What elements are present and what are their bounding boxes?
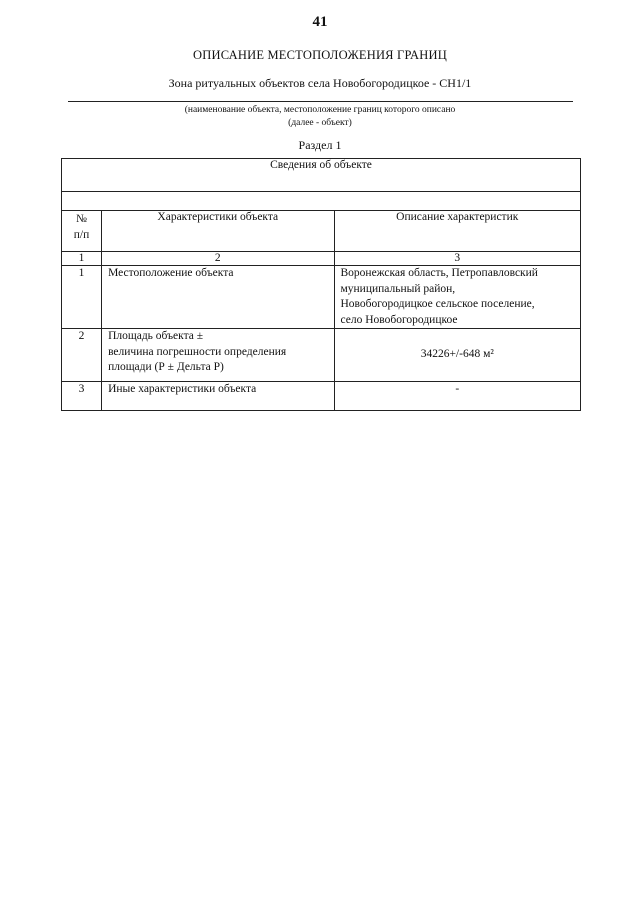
row-characteristic-line: площади (Р ± Дельта Р) (108, 361, 224, 373)
caption-line-2: (далее - объект) (288, 118, 352, 128)
table-blank-row (62, 192, 581, 211)
row-characteristic-line: величина погрешности определения (108, 345, 287, 358)
col-header-num-line2: п/п (73, 229, 90, 241)
section-label: Раздел 1 (298, 138, 342, 152)
col-number-1: 1 (62, 252, 102, 266)
blank-cell (62, 192, 581, 211)
row-value-line: село Новобогородицкое (340, 313, 458, 326)
document-title: ОПИСАНИЕ МЕСТОПОЛОЖЕНИЯ ГРАНИЦ (193, 48, 447, 62)
row-value (334, 266, 581, 329)
column-header-row (62, 211, 581, 252)
col-header-characteristic: Характеристики объекта (102, 211, 334, 252)
row-characteristic (102, 329, 334, 382)
row-value-line: муниципальный район, (340, 282, 456, 295)
row-value: 34226+/-648 м² (334, 329, 581, 382)
object-name-caption (0, 104, 640, 130)
object-name-underline (68, 101, 573, 102)
page-number: 41 (312, 14, 328, 30)
col-number-2: 2 (102, 252, 334, 266)
row-characteristic: Иные характеристики объекта (102, 382, 334, 411)
table-row (62, 329, 581, 382)
col-header-description: Описание характеристик (334, 211, 581, 252)
table-header-row (62, 159, 581, 192)
caption-line-1: (наименование объекта, местоположение границ которого описано (184, 105, 456, 115)
row-value-line: Новобогородицкое сельское поселение, (340, 298, 535, 310)
table-header: Сведения об объекте (62, 159, 581, 192)
row-value-line: Воронежская область, Петропавловский (340, 267, 538, 279)
table-row (62, 382, 581, 411)
row-characteristic: Местоположение объекта (102, 266, 334, 329)
col-header-num (62, 211, 102, 252)
row-number: 3 (62, 382, 102, 411)
object-info-table (61, 158, 581, 411)
row-value: - (334, 382, 581, 411)
table-row (62, 266, 581, 329)
row-number: 2 (62, 329, 102, 382)
col-header-num-line1: № (76, 213, 88, 225)
col-number-3: 3 (334, 252, 581, 266)
object-name: Зона ритуальных объектов села Новобогородицкое - СН1/1 (168, 76, 472, 90)
column-number-row (62, 252, 581, 266)
row-characteristic-line: Площадь объекта ± (108, 330, 204, 342)
row-number: 1 (62, 266, 102, 329)
